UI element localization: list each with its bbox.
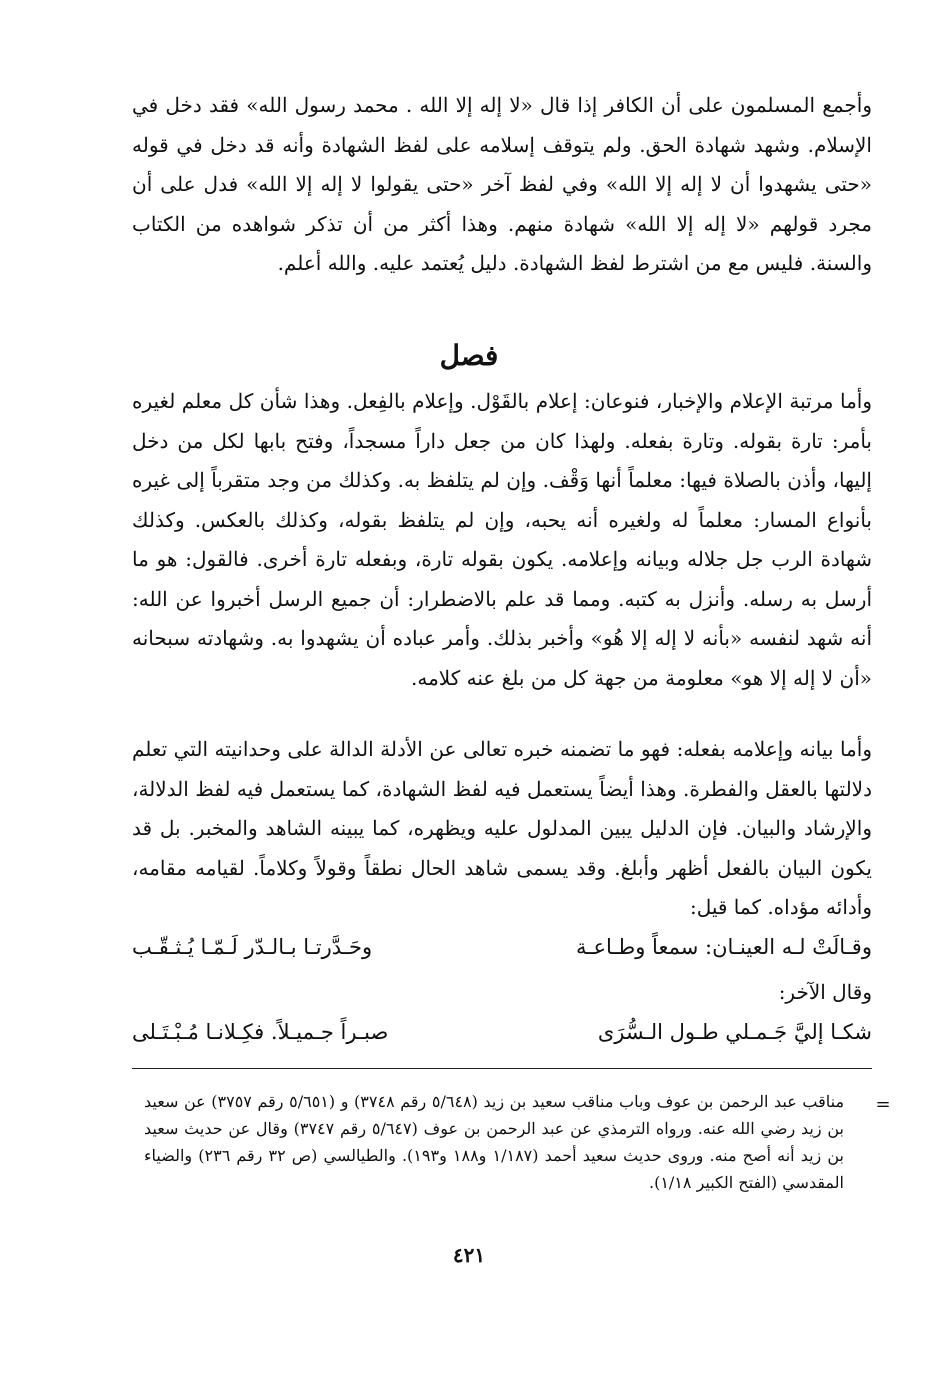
verse-line-1 (132, 927, 872, 967)
verse-intro: وقال الآخر: (778, 980, 872, 1004)
footnote-continuation-mark: = (875, 1094, 891, 1115)
verse-1-second-hemistich: وحَـدَّرتـا بـالـدّر لَـمّـا يُـثـقّـب (132, 935, 373, 959)
paragraph-shahada-consensus: وأجمع المسلمون على أن الكافر إذا قال «لا إله إلا الله . محمد رسول الله» فقد دخل في الإسلام. وشهد شهادة الحق. ولم يتوقف إسلامه على لفظ الشهادة وأنه قد دخل في قوله «حتى يشهدوا أن لا إله إلا الله» وفي لفظ آخر «حتى يقولوا لا إله إلا الله» فدل على أن مجرد قولهم «لا إله إلا الله» شهادة منهم. وهذا أكثر من أن تذكر شواهده من الكتاب والسنة. فليس مع من اشترط لفظ الشهادة. دليل يُعتمد عليه. والله أعلم. (132, 93, 872, 275)
paragraph-informing-levels: وأما مرتبة الإعلام والإخبار، فنوعان: إعلام بالقَوْل. وإعلام بالفِعل. وهذا شأن كل معلم لغيره بأمر: تارة بقوله. وتارة بفعله. ولهذا كان من جعل داراً مسجداً، وفتح بابها لكل من دخل إليها، وأذن بالصلاة فيها: معلماً أنها وَقْف. وإن لم يتلفظ به. وكذلك من وجد متقرباً إلى غيره بأنواع المسار: معلماً له ولغيره أنه يحبه، وإن لم يتلفظ بقوله، وكذلك بالعكس. وكذلك شهادة الرب جل جلاله وبيانه وإعلامه. يكون بقوله تارة، وبفعله تارة أخرى. فالقول: هو ما أرسل به رسله. وأنزل به كتبه. ومما قد علم بالاضطرار: أن جميع الرسل أخبروا عن الله: أنه شهد لنفسه «بأنه لا إله إلا هُو» وأخبر بذلك. وأمر عباده أن يشهدوا به. وشهادته سبحانه «أن لا إله إلا هو» معلومة من جهة كل من بلغ عنه كلامه. (132, 389, 872, 690)
footnote-divider (132, 1068, 872, 1069)
section-heading: فصل (439, 339, 499, 372)
paragraph-action-evidence: وأما بيانه وإعلامه بفعله: فهو ما تضمنه خبره تعالى عن الأدلة الدالة على وحدانيته التي تعلم دلالتها بالعقل والفطرة. وهذا أيضاً يستعمل فيه لفظ الشهادة، كما يستعمل فيه لفظ الدلالة، والإرشاد والبيان. فإن الدليل يبين المدلول عليه ويظهره، كما يبينه الشاهد والمخبر. بل قد يكون البيان بالفعل أظهر وأبلغ. وقد يسمى شاهد الحال نطقاً وقولاً وكلاماً. لقيامه مقامه، وأدائه مؤداه. كما قيل: (132, 737, 872, 919)
verse-2-first-hemistich: شكـا إليَّ جَـمـلي طـول الـسُّرَى (597, 1020, 872, 1044)
verse-line-2 (132, 1012, 872, 1052)
page-number: ٤٢١ (452, 1243, 486, 1267)
footnote-text: مناقب عبد الرحمن بن عوف وباب مناقب سعيد بن زيد (٥/٦٤٨ رقم ٣٧٤٨) و (٥/٦٥١ رقم ٣٧٥٧) عن سعيد بن زيد رضي الله عنه. ورواه الترمذي عن عبد الرحمن بن عوف (٥/٦٤٧ رقم ٣٧٤٧) وقال عن حديث سعيد بن زيد أنه أصح منه. وروى حديث سعيد أحمد (١/١٨٧ و١٨٨ و١٩٣). والطيالسي (ص ٣٢ رقم ٢٣٦) والضياء المقدسي (الفتح الكبير ١/١٨). (144, 1092, 845, 1192)
verse-1-first-hemistich: وقـالَتْ لـه العينـان: سمعاً وطـاعـة (576, 935, 872, 959)
verse-2-second-hemistich: صبـراً جـميـلاً. فكِـلانـا مُـبْـتَـلى (132, 1020, 389, 1044)
